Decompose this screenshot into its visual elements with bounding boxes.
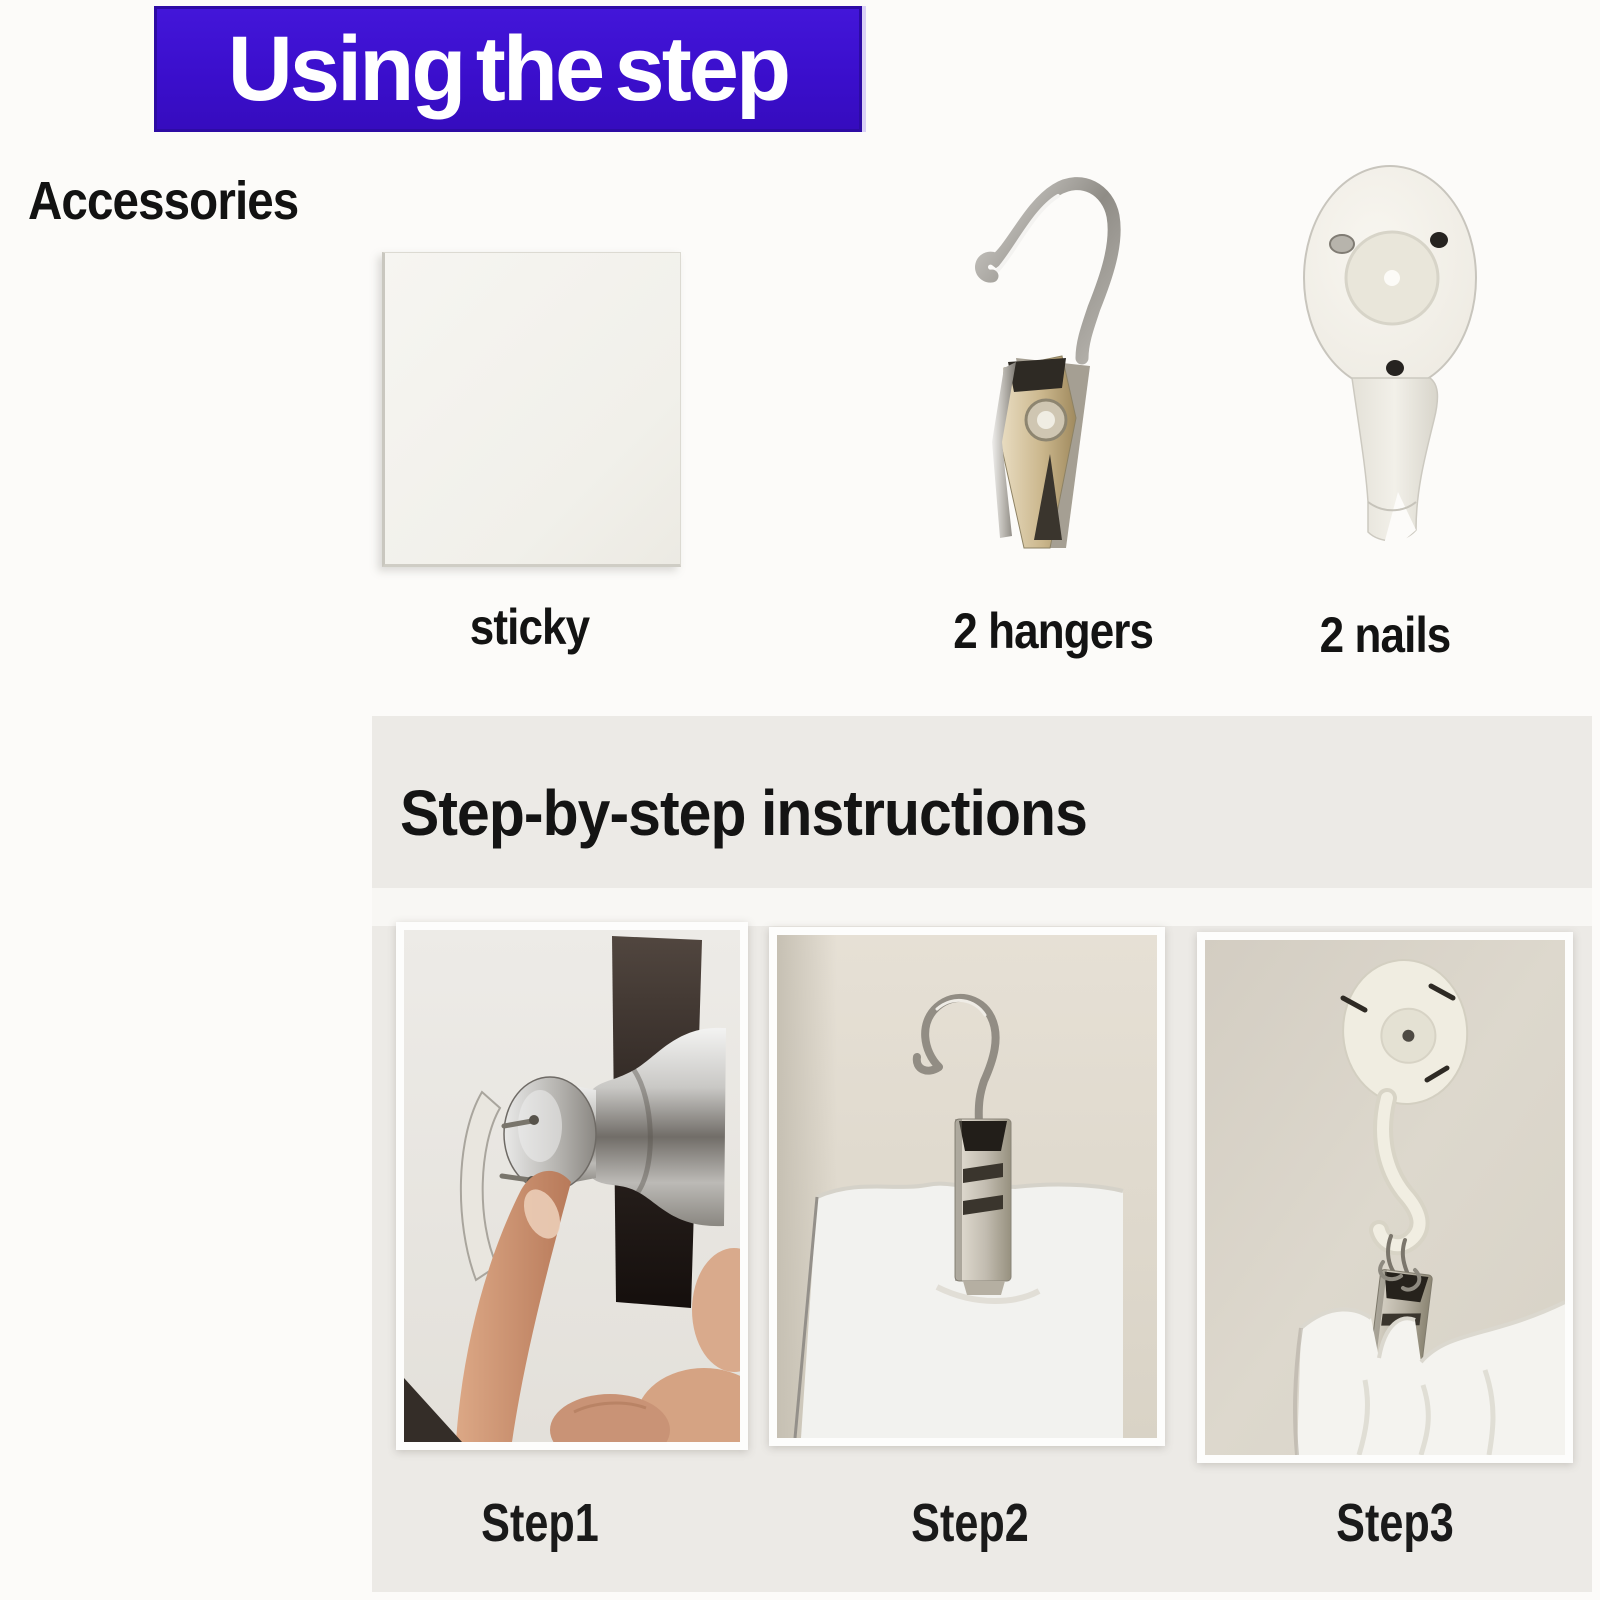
accessories-heading: Accessories (28, 171, 299, 231)
accessory-label-nails: 2 nails (1319, 607, 1451, 663)
photos-highlight-band (372, 888, 1592, 926)
clip-holding-paper-photo (777, 935, 1157, 1438)
accessory-label-sticky: sticky (469, 599, 590, 655)
hook-clip-cloth-photo (1205, 940, 1565, 1455)
instructions-heading: Step-by-step instructions (400, 777, 1087, 849)
step2-photo (769, 927, 1165, 1446)
hammering-nail-hook-photo (404, 930, 740, 1442)
page-title: Using the step (227, 17, 789, 120)
sticky-pad-icon (382, 252, 681, 567)
step1-photo (396, 922, 748, 1450)
nail-hook-icon (1292, 162, 1487, 560)
step3-photo (1197, 932, 1573, 1463)
hanger-clip-icon (950, 156, 1145, 556)
step2-label: Step2 (911, 1493, 1029, 1553)
step3-label: Step3 (1336, 1493, 1454, 1553)
title-banner (154, 6, 862, 132)
step1-label: Step1 (481, 1493, 599, 1553)
accessory-label-hangers: 2 hangers (953, 603, 1154, 659)
